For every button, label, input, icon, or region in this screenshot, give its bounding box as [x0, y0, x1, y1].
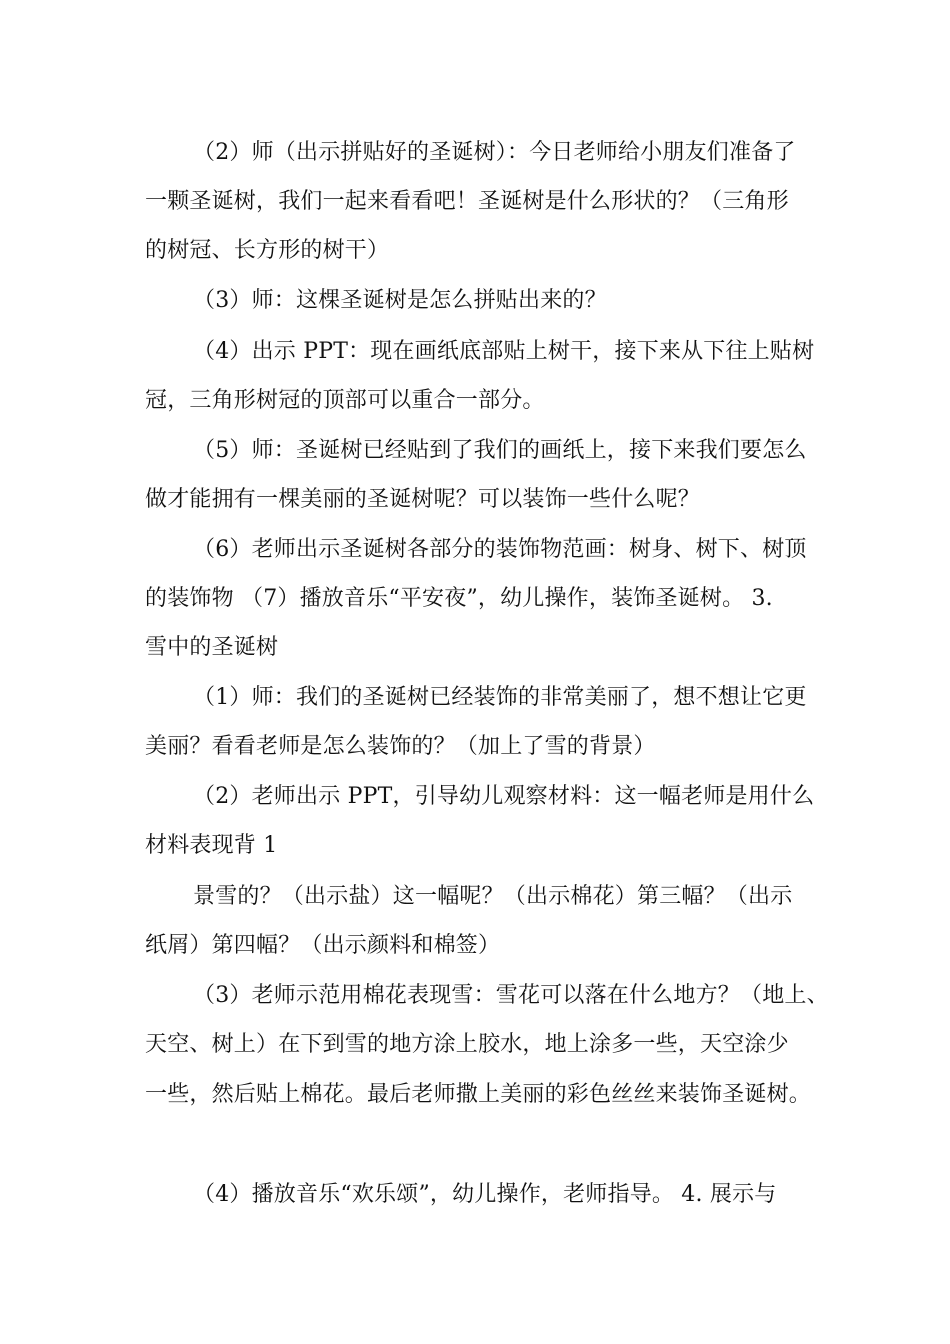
text-line: （6）老师出示圣诞树各部分的装饰物范画：树身、树下、树顶 — [193, 537, 807, 562]
text-line: 一些，然后贴上棉花。最后老师撒上美丽的彩色丝丝来装饰圣诞树。 — [145, 1082, 812, 1107]
text-line: 天空、树上）在下到雪的地方涂上胶水，地上涂多一些，天空涂少 — [145, 1032, 789, 1057]
text-line: 冠，三角形树冠的顶部可以重合一部分。 — [145, 388, 545, 413]
text-line: 材料表现背 1 — [145, 833, 278, 858]
text-line: 纸屑）第四幅？（出示颜料和棉签） — [145, 933, 501, 958]
text-line: （5）师：圣诞树已经贴到了我们的画纸上，接下来我们要怎么 — [193, 438, 807, 463]
text-line: 景雪的？（出示盐）这一幅呢？（出示棉花）第三幅？（出示 — [193, 884, 793, 909]
text-line: （4）播放音乐“欢乐颂”，幼儿操作，老师指导。 4. 展示与 — [193, 1182, 777, 1207]
text-line: （3）师：这棵圣诞树是怎么拼贴出来的？ — [193, 288, 607, 313]
text-line: 做才能拥有一棵美丽的圣诞树呢？可以装饰一些什么呢？ — [145, 487, 701, 512]
text-line: 的树冠、长方形的树干） — [145, 238, 390, 263]
text-line: 一颗圣诞树，我们一起来看看吧！圣诞树是什么形状的？（三角形 — [145, 189, 789, 214]
text-line: 雪中的圣诞树 — [145, 635, 279, 660]
text-line: （2）师（出示拼贴好的圣诞树）：今日老师给小朋友们准备了 — [193, 140, 796, 165]
text-line: （1）师：我们的圣诞树已经装饰的非常美丽了，想不想让它更 — [193, 685, 807, 710]
text-line: 美丽？看看老师是怎么装饰的？（加上了雪的背景） — [145, 734, 656, 759]
text-line: （2）老师出示 PPT，引导幼儿观察材料：这一幅老师是用什么 — [193, 784, 815, 809]
text-line: （3）老师示范用棉花表现雪：雪花可以落在什么地方？（地上、 — [193, 983, 829, 1008]
text-line: 的装饰物 （7）播放音乐“平安夜”，幼儿操作，装饰圣诞树。 3. — [145, 586, 773, 611]
text-line: （4）出示 PPT：现在画纸底部贴上树干，接下来从下往上贴树 — [193, 339, 815, 364]
